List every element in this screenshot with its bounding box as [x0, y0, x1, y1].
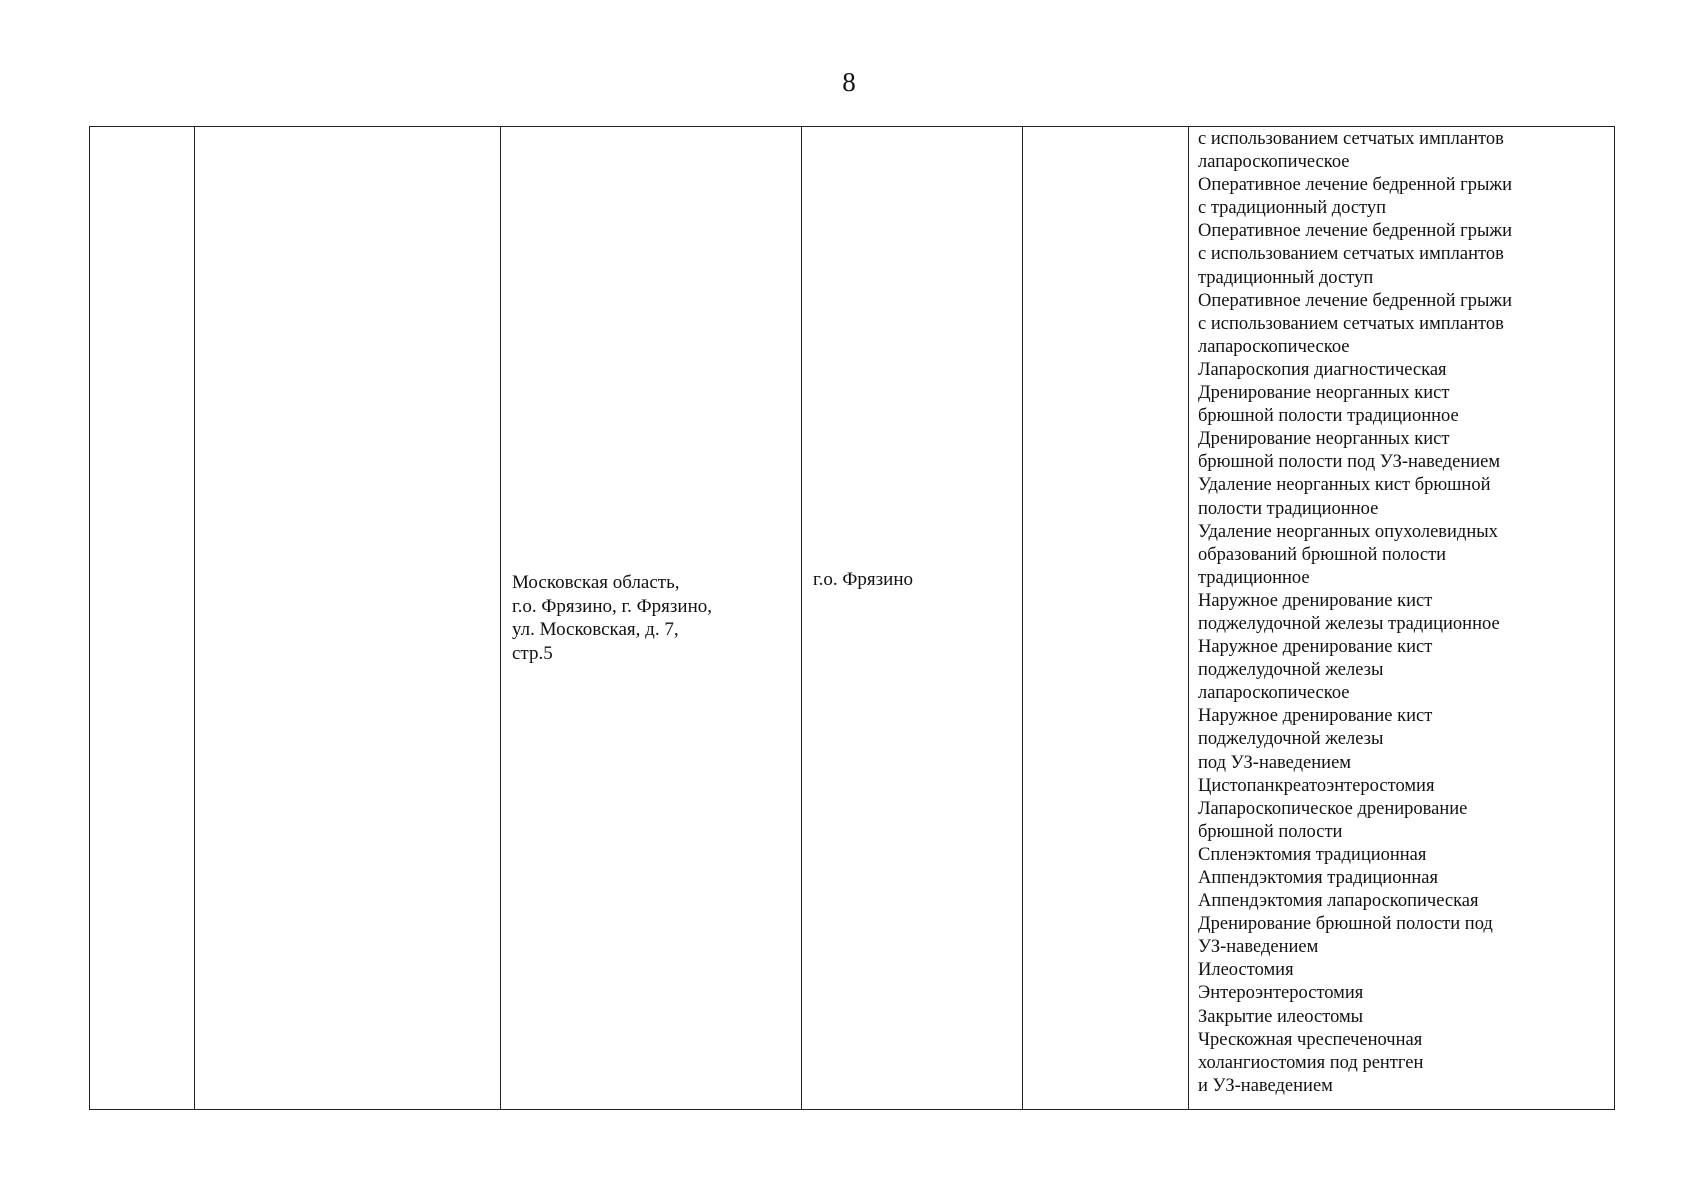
address-line: г.о. Фрязино, г. Фрязино,	[512, 595, 712, 617]
service-line: брюшной полости традиционное	[1198, 406, 1459, 427]
service-line: образований брюшной полости	[1198, 544, 1447, 565]
cell-address	[501, 127, 802, 1110]
cell-services	[1189, 127, 1615, 1110]
service-line: Оперативное лечение бедренной грыжи	[1198, 175, 1513, 196]
service-line: с традиционный доступ	[1198, 198, 1387, 219]
service-line: с использованием сетчатых имплантов	[1198, 129, 1504, 149]
service-line: лапароскопическое	[1198, 152, 1350, 173]
service-line: УЗ-наведением	[1198, 937, 1319, 958]
service-line: с использованием сетчатых имплантов	[1198, 244, 1504, 265]
service-line: холангиостомия под рентген	[1198, 1052, 1424, 1073]
service-line: лапароскопическое	[1198, 683, 1350, 704]
address-line: ул. Московская, д. 7,	[512, 619, 679, 640]
service-line: Оперативное лечение бедренной грыжи	[1198, 290, 1513, 311]
service-line: брюшной полости под УЗ-наведением	[1198, 452, 1501, 473]
address-line: стр.5	[512, 642, 553, 664]
service-line: поджелудочной железы традиционное	[1198, 613, 1500, 634]
service-line: и УЗ-наведением	[1198, 1075, 1333, 1096]
service-line: Наружное дренирование кист	[1198, 590, 1433, 611]
address-text	[512, 571, 801, 665]
service-line: Аппендэктомия традиционная	[1198, 868, 1438, 888]
service-line: Дренирование неорганных кист	[1198, 429, 1450, 450]
service-line: под УЗ-наведением	[1198, 752, 1351, 773]
service-line: полости традиционное	[1198, 498, 1379, 519]
services-table	[89, 126, 1615, 1110]
table-row	[90, 127, 1615, 1110]
service-line: Аппендэктомия лапароскопическая	[1198, 891, 1479, 912]
service-line: Закрытие илеостомы	[1198, 1006, 1364, 1027]
service-line: брюшной полости	[1198, 821, 1343, 842]
service-line: с использованием сетчатых имплантов	[1198, 313, 1504, 334]
address-line: Московская область,	[512, 572, 680, 593]
cell-empty	[1023, 127, 1189, 1110]
service-line: Наружное дренирование кист	[1198, 637, 1433, 658]
service-line: поджелудочной железы	[1198, 729, 1384, 750]
service-line: Наружное дренирование кист	[1198, 706, 1433, 727]
cell-district	[802, 127, 1023, 1110]
service-line: традиционное	[1198, 567, 1310, 588]
service-line: Спленэктомия традиционная	[1198, 844, 1427, 865]
service-line: Энтероэнтеростомия	[1198, 983, 1364, 1004]
service-line: Удаление неорганных кист брюшной	[1198, 475, 1491, 496]
service-line: Дренирование неорганных кист	[1198, 383, 1450, 404]
page-number: 8	[842, 67, 856, 97]
cell-number	[90, 127, 195, 1110]
service-line: Чрескожная чреспеченочная	[1198, 1029, 1423, 1050]
service-line: Цистопанкреатоэнтеростомия	[1198, 775, 1435, 796]
district-text: г.о. Фрязино	[813, 569, 913, 590]
service-line: традиционный доступ	[1198, 267, 1374, 288]
service-line: Илеостомия	[1198, 960, 1294, 981]
cell-organization	[195, 127, 501, 1110]
service-line: Дренирование брюшной полости под	[1198, 914, 1493, 935]
service-line: Лапароскопическое дренирование	[1198, 798, 1468, 819]
service-line: Удаление неорганных опухолевидных	[1198, 521, 1498, 542]
service-line: Лапароскопия диагностическая	[1198, 359, 1447, 380]
services-list	[1198, 128, 1614, 1098]
service-line: Оперативное лечение бедренной грыжи	[1198, 221, 1513, 242]
service-line: поджелудочной железы	[1198, 660, 1384, 681]
service-line: лапароскопическое	[1198, 336, 1350, 357]
